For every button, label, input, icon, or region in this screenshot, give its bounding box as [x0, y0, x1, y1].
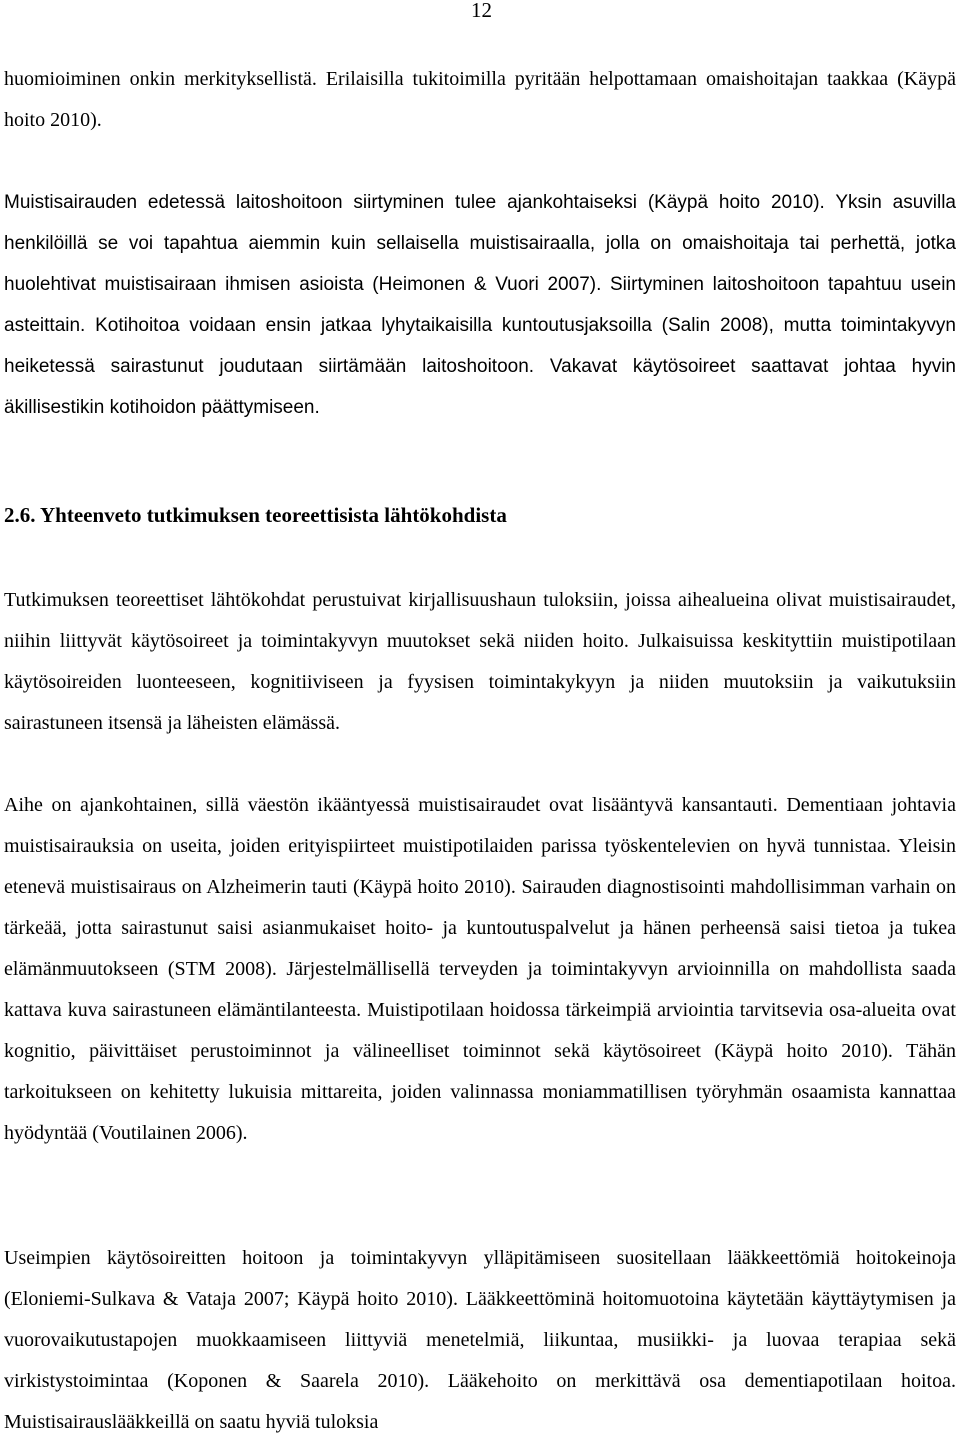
page-number: 12	[471, 0, 492, 22]
paragraph-1: huomioiminen onkin merkityksellistä. Erilaisilla tukitoimilla pyritään helpottamaan omaishoitajan taakkaa (Käypä hoito 2010).	[4, 68, 956, 131]
paragraph-3: Tutkimuksen teoreettiset lähtökohdat perustuivat kirjallisuushaun tuloksiin, joissa aihealueina olivat muistisairaudet, niihin liittyvät käytösoireet ja toimintakyvyn muutokset sekä niiden hoito. Julkaisuissa keskityttiin muistipotilaan käytösoireiden luonteeseen, kognitiiviseen ja fyysisen toimintakykyyn ja niiden muutoksiin ja vaikutuksiin sairastuneen itsensä ja läheisten elämässä.	[4, 589, 956, 734]
paragraph-5: Useimpien käytösoireitten hoitoon ja toimintakyvyn ylläpitämiseen suositellaan lääkkeettömiä hoitokeinoja (Eloniemi-Sulkava & Vataja 2007; Käypä hoito 2010). Lääkkeettöminä hoitomuotoina käytetään käyttäytymisen ja vuorovaikutustapojen muokkaamiseen liittyviä menetelmiä, liikuntaa, musiikki- ja luovaa terapiaa sekä virkistystoimintaa (Koponen & Saarela 2010). Lääkehoito on merkittävä osa dementiapotilaan hoitoa. Muistisairauslääkkeillä on saatu hyviä tuloksia	[4, 1247, 956, 1433]
section-title: Yhteenveto tutkimuksen teoreettisista lähtökohdista	[39, 503, 507, 527]
section-number: 2.6.	[4, 503, 36, 527]
paragraph-2: Muistisairauden edetessä laitoshoitoon siirtyminen tulee ajankohtaiseksi (Käypä hoito 2010). Yksin asuvilla henkilöillä se voi tapahtua aiemmin kuin sellaisella muistisairaalla, jolla on omaishoitaja tai perhettä, jotka huolehtivat muistisairaan ihmisen asioista (Heimonen & Vuori 2007). Siirtyminen laitoshoitoon tapahtuu usein asteittain. Kotihoitoa voidaan ensin jatkaa lyhytaikaisilla kuntoutusjaksoilla (Salin 2008), mutta toimintakyvyn heiketessä sairastunut joudutaan siirtämään laitoshoitoon. Vakavat käytösoireet saattavat johtaa hyvin äkillisestikin kotihoidon päättymiseen.	[4, 192, 956, 418]
paragraph-4: Aihe on ajankohtainen, sillä väestön ikääntyessä muistisairaudet ovat lisääntyvä kansantauti. Dementiaan johtavia muistisairauksia on useita, joiden erityispiirteet muistipotilaiden parissa työskentelevien on hyvä tunnistaa. Yleisin etenevä muistisairaus on Alzheimerin tauti (Käypä hoito 2010). Sairauden diagnostisointi mahdollisimman varhain on tärkeää, jotta sairastunut saisi asianmukaiset hoito- ja kuntoutuspalvelut ja hänen perheensä saisi tietoa ja tukea elämänmuutokseen (STM 2008). Järjestelmällisellä terveyden ja toimintakyvyn arvioinnilla on mahdollista saada kattava kuva sairastuneen elämäntilanteesta. Muistipotilaan hoidossa tärkeimpiä arviointia tarvitsevia osa-alueita ovat kognitio, päivittäiset perustoiminnot ja välineelliset toiminnot sekä käytösoireet (Käypä hoito 2010). Tähän tarkoitukseen on kehitetty lukuisia mittareita, joiden valinnassa moniammatillisen työryhmän osaamista kannattaa hyödyntää (Voutilainen 2006).	[4, 794, 956, 1144]
section-heading	[4, 497, 507, 533]
